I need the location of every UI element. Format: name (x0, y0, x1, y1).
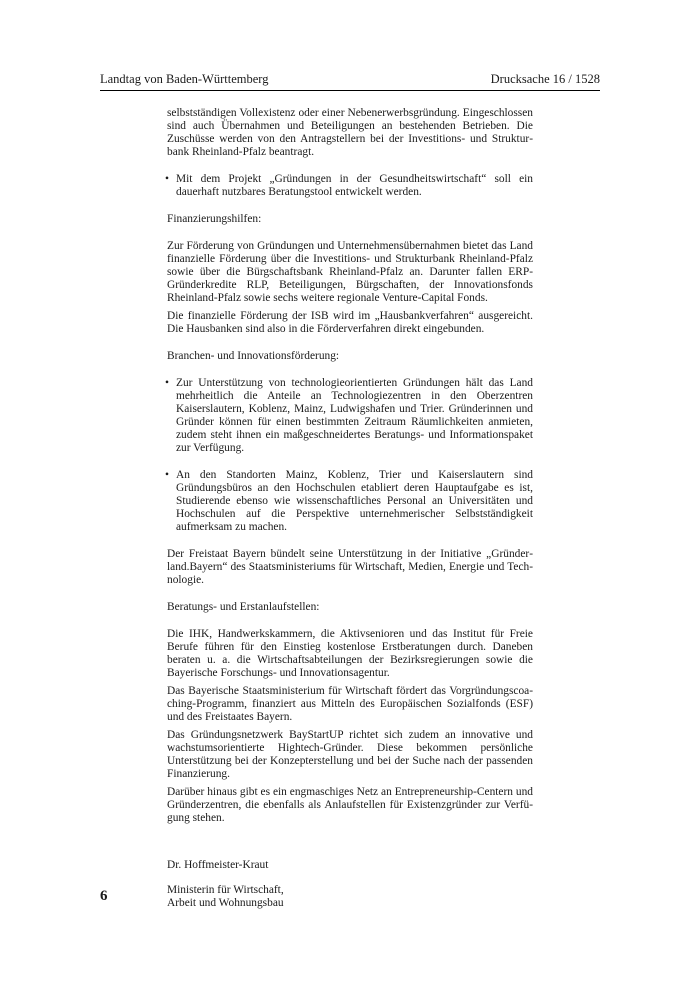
paragraph-finanz-2: Die finanzielle Förderung der ISB wird im „Hausbankverfahren“ ausgereicht. Die Hausbanken sind also in die Förderverfahren direkt eingebunden. (167, 310, 533, 335)
bullet-icon: • (165, 377, 169, 389)
paragraph-beratung-3: Das Gründungsnetzwerk BayStartUP richtet sich zudem an innovative und wachstumsorientierte Hightech-Gründer. Diese bekommen persönliche Unterstützung bei der Konzepterstellung und bei der Suche nach der passenden Finanzierung. (167, 729, 533, 780)
paragraph-intro: selbstständigen Vollexistenz oder einer Nebenerwerbsgründung. Eingeschlossen sind auch Übernahmen und Beteiligungen an bestehenden Betrieben. Die Zuschüsse werden von den Antragstellern bei der Investitions- und Strukturbank Rheinland-Pfalz beantragt. (167, 107, 533, 158)
paragraph-beratung-1: Die IHK, Handwerkskammern, die Aktivsenioren und das Institut für Freie Berufe führen für den Einstieg kostenlose Erstberatungen durch. Daneben beraten u. a. die Wirtschaftsabteilungen der Bezirksregierungen sowie die Bayerische Forschungs- und Innovationsagentur. (167, 628, 533, 679)
signature-title-line-1: Ministerin für Wirtschaft, (167, 884, 284, 896)
list-item (167, 469, 533, 534)
heading-branchen: Branchen- und Innovationsförderung: (167, 350, 340, 362)
header-parliament: Landtag von Baden-Württemberg (100, 72, 269, 86)
header-document-number: Drucksache 16 / 1528 (490, 72, 600, 86)
list-item (167, 377, 533, 455)
bullet-icon: • (165, 469, 169, 481)
page-number: 6 (100, 888, 108, 904)
signature-title-line-2: Arbeit und Wohnungsbau (167, 897, 284, 909)
list-item (167, 173, 533, 199)
paragraph-bayern: Der Freistaat Bayern bündelt seine Unterstützung in der Initiative „Gründerland.Bayern“ des Staatsministeriums für Wirtschaft, Medien, Energie und Technologie. (167, 548, 533, 586)
list-item-text: An den Standorten Mainz, Koblenz, Trier und Kaiserslautern sind Gründungsbüros an den Hochschulen etabliert deren Hauptaufgabe es ist, Studierende ebenso wie wissenschaftliches Personal an Universitäten und Hochschulen auf die Perspektive unternehmerischer Selbstständigkeit aufmerksam zu machen. (176, 469, 533, 533)
heading-finanzierungshilfen: Finanzierungshilfen: (167, 213, 262, 225)
document-body (167, 107, 533, 910)
paragraph-beratung-4: Darüber hinaus gibt es ein engmaschiges Netz an Entrepreneurship-Centern und Gründerzentren, die ebenfalls als Anlaufstellen für Existenzgründer zur Verfügung stehen. (167, 786, 533, 824)
paragraph-finanz-1: Zur Förderung von Gründungen und Unternehmensübernahmen bietet das Land finanzielle Förderung über die Investitions- und Strukturbank Rheinland-Pfalz sowie über die Bürgschaftsbank Rheinland-Pfalz an. Darunter fallen ERP-Gründerkredite RLP, Beteiligungen, Bürgschaften, der Innovationsfonds Rheinland-Pfalz sowie sechs weitere regionale Venture-Capital Fonds. (167, 240, 533, 304)
bullet-icon: • (165, 173, 169, 185)
page-header (100, 70, 600, 91)
list-item-text: Zur Unterstützung von technologieorientierten Gründungen hält das Land mehrheitlich die Anteile an Technologiezentren in den Oberzentren Kaiserslautern, Koblenz, Mainz, Ludwigshafen und Trier. Gründerinnen und Gründer können für einen bestimmten Zeitraum Räumlichkeiten anmieten, zudem steht ihnen ein maßgeschneidertes Beratungs- und Informationspaket zur Verfügung. (176, 377, 533, 454)
list-item-text: Mit dem Projekt „Gründungen in der Gesundheitswirtschaft“ soll ein dauerhaft nutzbares Beratungstool entwickelt werden. (176, 173, 533, 198)
heading-beratung: Beratungs- und Erstanlaufstellen: (167, 601, 320, 613)
signature-name: Dr. Hoffmeister-Kraut (167, 859, 269, 871)
paragraph-beratung-2: Das Bayerische Staatsministerium für Wirtschaft fördert das Vorgründungscoaching-Programm, finanziert aus Mitteln des Europäischen Sozialfonds (ESF) und des Freistaates Bayern. (167, 685, 533, 723)
